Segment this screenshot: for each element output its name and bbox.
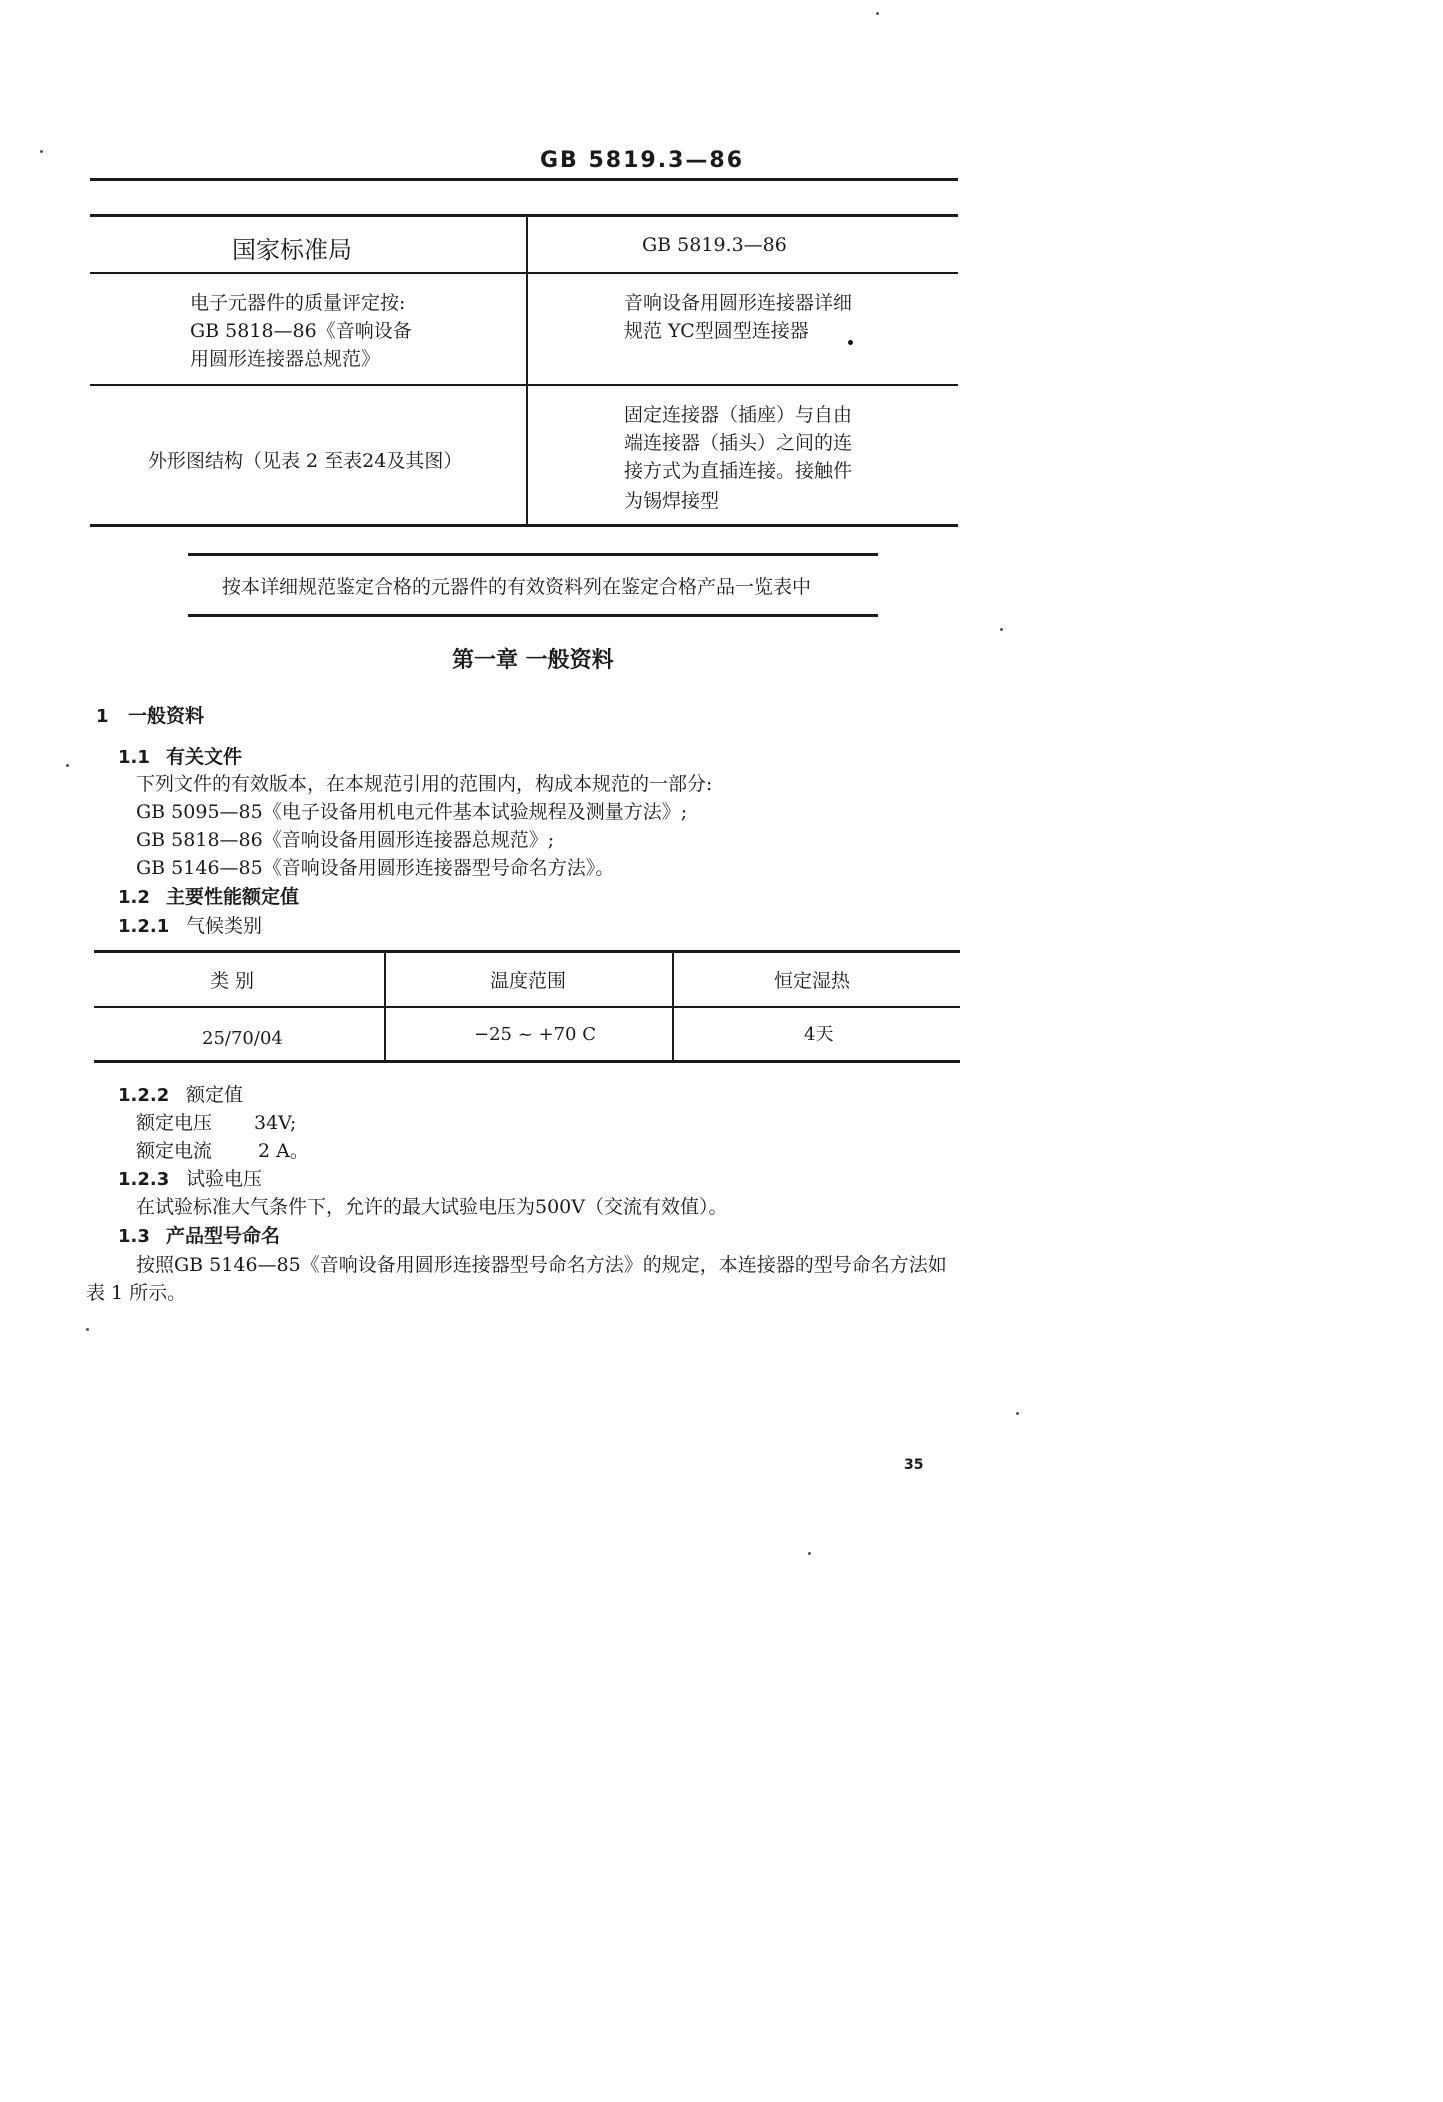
reference-gb5818: GB 5818—86《音响设备用圆形连接器总规范》; <box>136 829 555 851</box>
section-1-2-title: 主要性能额定值 <box>166 886 300 908</box>
scan-speck <box>66 764 69 767</box>
section-1-3-title: 产品型号命名 <box>166 1225 281 1247</box>
section-1-title: 一般资料 <box>128 705 205 727</box>
scan-speck <box>40 150 43 153</box>
notice-top-rule <box>188 553 878 556</box>
section-1-2-1-number: 1.2.1 <box>118 916 170 937</box>
header-rule <box>90 178 958 181</box>
model-naming-text-2: 表 1 所示。 <box>86 1282 187 1304</box>
rated-voltage-label: 额定电压 <box>136 1112 213 1134</box>
scan-speck <box>86 1328 89 1331</box>
page-number: 35 <box>904 1457 924 1473</box>
climate-category-table <box>94 950 962 1064</box>
section-1-2-number: 1.2 <box>118 887 150 908</box>
connection-line-1: 固定连接器（插座）与自由 <box>624 404 853 426</box>
scan-speck <box>1016 1412 1019 1415</box>
climate-header-category: 类 别 <box>210 970 255 992</box>
section-1-2-3-title: 试验电压 <box>186 1168 263 1190</box>
spec-title-line-2: 规范 YC型圆型连接器 <box>624 320 809 342</box>
rated-current-label: 额定电流 <box>136 1140 213 1162</box>
references-intro: 下列文件的有效版本，在本规范引用的范围内，构成本规范的一部分: <box>136 773 713 795</box>
scan-speck <box>876 12 879 15</box>
climate-cell-category: 25/70/04 <box>202 1028 283 1049</box>
section-1-3-number: 1.3 <box>118 1226 150 1247</box>
section-1-2-2-title: 额定值 <box>186 1084 244 1106</box>
qualified-products-notice: 按本详细规范鉴定合格的元器件的有效资料列在鉴定合格产品一览表中 <box>222 576 812 598</box>
climate-header-damp-heat: 恒定湿热 <box>774 970 851 992</box>
connection-line-3: 接方式为直插连接。接触件 <box>624 460 853 482</box>
connection-line-2: 端连接器（插头）之间的连 <box>624 432 853 454</box>
scan-speck <box>808 1552 811 1555</box>
authority-name: 国家标准局 <box>232 236 352 264</box>
quality-assessment-line-2: GB 5818—86《音响设备 <box>190 320 412 342</box>
standard-code: GB 5819.3—86 <box>642 234 787 256</box>
section-1-2-3-number: 1.2.3 <box>118 1169 170 1190</box>
model-naming-text-1: 按照GB 5146—85《音响设备用圆形连接器型号命名方法》的规定，本连接器的型号命名方法如 <box>136 1254 947 1276</box>
climate-cell-temperature: −25 ~ +70 C <box>474 1024 596 1045</box>
quality-assessment-line-3: 用圆形连接器总规范》 <box>190 348 381 370</box>
reference-gb5146: GB 5146—85《音响设备用圆形连接器型号命名方法》。 <box>136 857 615 879</box>
outline-structure: 外形图结构（见表 2 至表24及其图） <box>148 450 463 472</box>
climate-header-temperature: 温度范围 <box>490 970 567 992</box>
rated-current-value: 2 A。 <box>258 1140 309 1162</box>
section-1-2-1-title: 气候类别 <box>186 915 263 937</box>
section-1-2-2-number: 1.2.2 <box>118 1085 170 1106</box>
chapter-title: 第一章 一般资料 <box>452 648 614 673</box>
section-1-1-title: 有关文件 <box>166 746 243 768</box>
header-standard-number: GB 5819.3—86 <box>540 148 744 173</box>
connection-line-4: 为锡焊接型 <box>624 490 720 512</box>
scan-speck <box>1000 628 1003 631</box>
test-voltage-text: 在试验标准大气条件下，允许的最大试验电压为500V（交流有效值）。 <box>136 1196 728 1218</box>
cover-table <box>90 214 960 528</box>
section-1-1-number: 1.1 <box>118 747 150 768</box>
scan-speck <box>848 340 853 345</box>
notice-bottom-rule <box>188 614 878 617</box>
section-1-number: 1 <box>96 706 109 727</box>
spec-title-line-1: 音响设备用圆形连接器详细 <box>624 292 853 314</box>
reference-gb5095: GB 5095—85《电子设备用机电元件基本试验规程及测量方法》; <box>136 801 688 823</box>
rated-voltage-value: 34V; <box>254 1112 297 1134</box>
climate-cell-damp-heat: 4天 <box>804 1024 834 1045</box>
quality-assessment-line-1: 电子元器件的质量评定按: <box>190 292 406 314</box>
